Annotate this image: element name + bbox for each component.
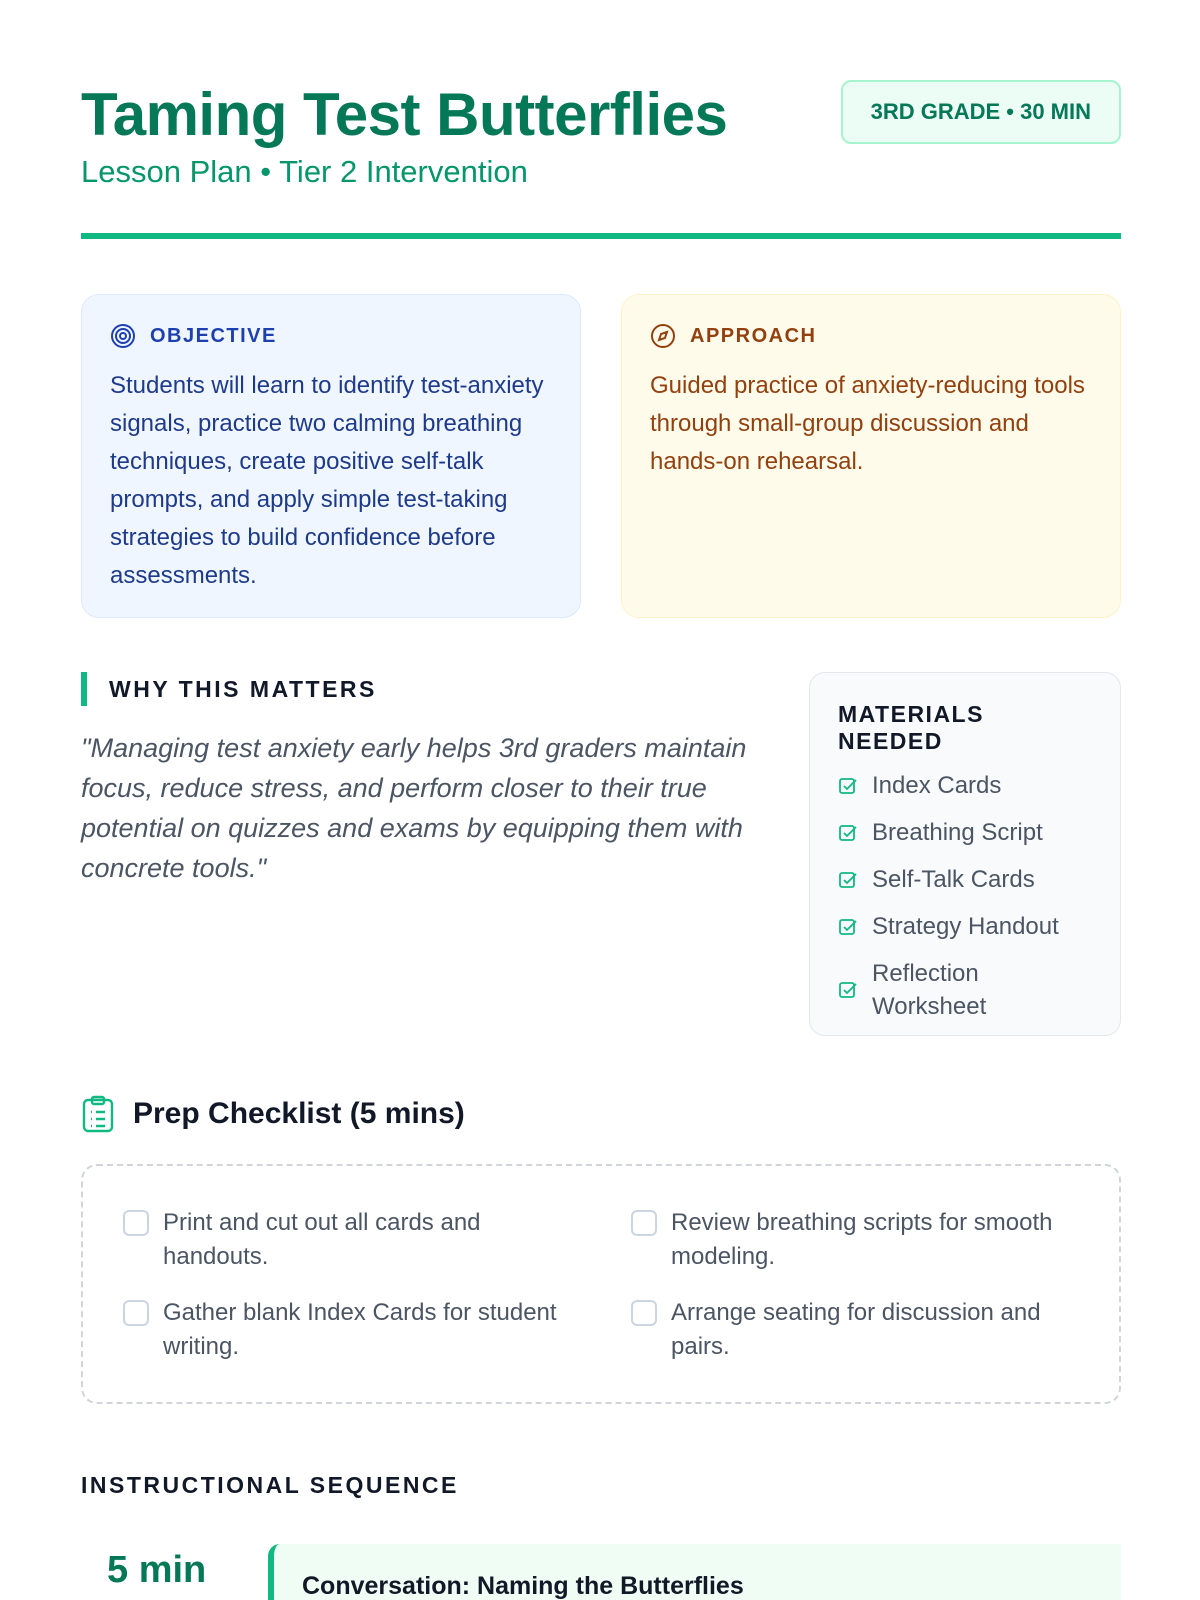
sequence-title: INSTRUCTIONAL SEQUENCE (81, 1472, 459, 1498)
objective-text: Students will learn to identify test-anxiety signals, practice two calming breathing techniques, create positive self-talk prompts, and apply simple test-taking strategies to build confidence before assessments. (110, 372, 544, 589)
clipboard-icon (81, 1095, 115, 1133)
material-item (838, 910, 1092, 943)
checklist-text: Arrange seating for discussion and pairs. (671, 1299, 1041, 1360)
checklist-text: Review breathing scripts for smooth modeling. (671, 1209, 1053, 1270)
prep-title: Prep Checklist (5 mins) (133, 1097, 465, 1130)
check-square-icon (838, 980, 858, 1000)
checklist-item[interactable] (631, 1296, 1079, 1364)
checkbox[interactable] (631, 1210, 657, 1236)
material-label: Reflection Worksheet (872, 960, 987, 1020)
material-item (838, 863, 1092, 896)
approach-label: APPROACH (690, 324, 817, 347)
materials-title: MATERIALS NEEDED (838, 701, 984, 754)
checkbox[interactable] (123, 1210, 149, 1236)
approach-text: Guided practice of anxiety-reducing tools through small-group discussion and hands-on rehearsal. (650, 372, 1085, 475)
why-title: WHY THIS MATTERS (109, 675, 377, 702)
objective-label: OBJECTIVE (150, 324, 277, 347)
approach-card (621, 294, 1121, 618)
sequence-step (81, 1544, 1121, 1600)
material-label: Strategy Handout (872, 913, 1059, 940)
lesson-plan-page (81, 0, 1121, 1600)
header (81, 80, 1121, 190)
material-item (838, 957, 1092, 1023)
why-quote: "Managing test anxiety early helps 3rd graders maintain focus, reduce stress, and perform closer to their true potential on quizzes and exams by equipping them with concrete tools." (81, 733, 747, 883)
material-label: Self-Talk Cards (872, 866, 1035, 893)
objective-card (81, 294, 581, 618)
checklist-item[interactable] (123, 1296, 571, 1364)
why-this-matters-section (81, 672, 761, 888)
materials-list (838, 769, 1092, 1023)
check-square-icon (838, 917, 858, 937)
checkbox[interactable] (631, 1300, 657, 1326)
material-item (838, 816, 1092, 849)
checklist-item[interactable] (631, 1206, 1079, 1274)
why-header (81, 672, 761, 706)
header-divider (81, 233, 1121, 239)
step-card (268, 1544, 1121, 1600)
prep-checklist (81, 1164, 1121, 1404)
material-item (838, 769, 1092, 802)
materials-panel (809, 672, 1121, 1036)
checkbox[interactable] (123, 1300, 149, 1326)
checklist-item[interactable] (123, 1206, 571, 1274)
check-square-icon (838, 776, 858, 796)
checklist-text: Print and cut out all cards and handouts. (163, 1209, 481, 1270)
compass-icon (650, 323, 676, 349)
material-label: Index Cards (872, 772, 1002, 799)
objective-header (110, 323, 552, 349)
why-accent-bar (81, 672, 87, 706)
approach-header (650, 323, 1092, 349)
page-subtitle: Lesson Plan • Tier 2 Intervention (81, 154, 528, 189)
step-title: Conversation: Naming the Butterflies (302, 1572, 744, 1600)
target-icon (110, 323, 136, 349)
check-square-icon (838, 823, 858, 843)
checklist-text: Gather blank Index Cards for student writing. (163, 1299, 557, 1360)
check-square-icon (838, 870, 858, 890)
grade-duration-badge: 3RD GRADE • 30 MIN (841, 80, 1121, 144)
step-duration: 5 min (107, 1549, 207, 1591)
prep-header (81, 1094, 465, 1134)
page-title: Taming Test Butterflies (81, 81, 728, 148)
material-label: Breathing Script (872, 819, 1043, 846)
